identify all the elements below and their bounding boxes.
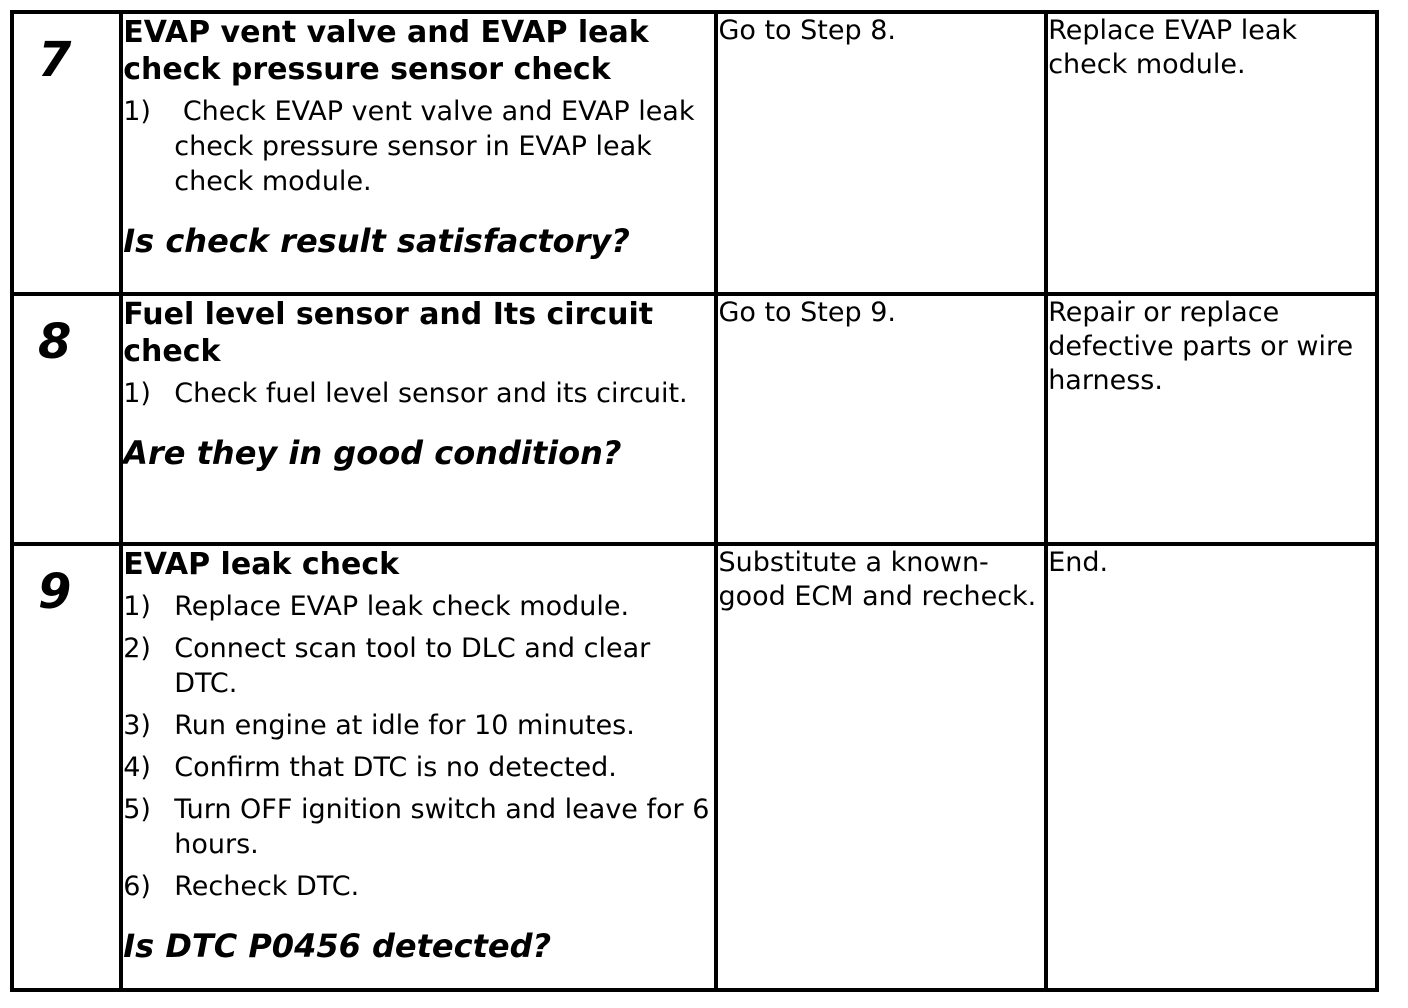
item-text: Run engine at idle for 10 minutes. bbox=[174, 710, 635, 741]
list-item bbox=[123, 94, 714, 199]
yes-result-cell: Go to Step 8. bbox=[716, 12, 1046, 294]
action-cell bbox=[121, 294, 716, 544]
action-list bbox=[123, 94, 714, 199]
item-number: 6) bbox=[123, 871, 151, 902]
action-list bbox=[123, 589, 714, 904]
step-number: 7 bbox=[38, 32, 72, 88]
step-cell bbox=[12, 544, 121, 990]
table-row bbox=[12, 544, 1377, 990]
item-number: 3) bbox=[123, 710, 151, 741]
item-number: 1) bbox=[123, 378, 151, 409]
action-title: EVAP leak check bbox=[123, 547, 400, 582]
question-text: Are they in good condition? bbox=[123, 434, 622, 472]
troubleshooting-table bbox=[10, 10, 1379, 992]
yes-result-cell: Go to Step 9. bbox=[716, 294, 1046, 544]
action-cell bbox=[121, 544, 716, 990]
step-number: 8 bbox=[38, 314, 72, 370]
no-result-cell: End. bbox=[1046, 544, 1377, 990]
item-text: Connect scan tool to DLC and clear DTC. bbox=[174, 633, 651, 699]
item-text: Check EVAP vent valve and EVAP leak check pressure sensor in EVAP leak check module. bbox=[174, 96, 704, 197]
list-item bbox=[123, 869, 714, 904]
item-number: 5) bbox=[123, 794, 151, 825]
question-text: Is DTC P0456 detected? bbox=[123, 927, 552, 965]
action-title: Fuel level sensor and Its circuit check bbox=[123, 297, 654, 369]
action-list bbox=[123, 376, 714, 411]
question-text: Is check result satisfactory? bbox=[123, 222, 630, 260]
list-item bbox=[123, 631, 714, 701]
step-cell bbox=[12, 12, 121, 294]
action-title: EVAP vent valve and EVAP leak check pressure sensor check bbox=[123, 15, 649, 87]
table-row bbox=[12, 294, 1377, 544]
table-row bbox=[12, 12, 1377, 294]
step-number: 9 bbox=[38, 564, 72, 620]
item-text: Check fuel level sensor and its circuit. bbox=[174, 378, 688, 409]
no-result-cell: Replace EVAP leak check module. bbox=[1046, 12, 1377, 294]
item-number: 4) bbox=[123, 752, 151, 783]
item-number: 2) bbox=[123, 633, 151, 664]
list-item bbox=[123, 376, 714, 411]
list-item bbox=[123, 589, 714, 624]
item-number: 1) bbox=[123, 591, 151, 622]
item-text: Recheck DTC. bbox=[174, 871, 360, 902]
item-text: Replace EVAP leak check module. bbox=[174, 591, 630, 622]
no-result-cell: Repair or replace defective parts or wire harness. bbox=[1046, 294, 1377, 544]
item-text: Turn OFF ignition switch and leave for 6 hours. bbox=[174, 794, 710, 860]
item-number: 1) bbox=[123, 96, 151, 127]
item-text: Confirm that DTC is no detected. bbox=[174, 752, 617, 783]
list-item bbox=[123, 708, 714, 743]
yes-result-cell: Substitute a known-good ECM and recheck. bbox=[716, 544, 1046, 990]
action-cell bbox=[121, 12, 716, 294]
list-item bbox=[123, 792, 714, 862]
list-item bbox=[123, 750, 714, 785]
step-cell bbox=[12, 294, 121, 544]
